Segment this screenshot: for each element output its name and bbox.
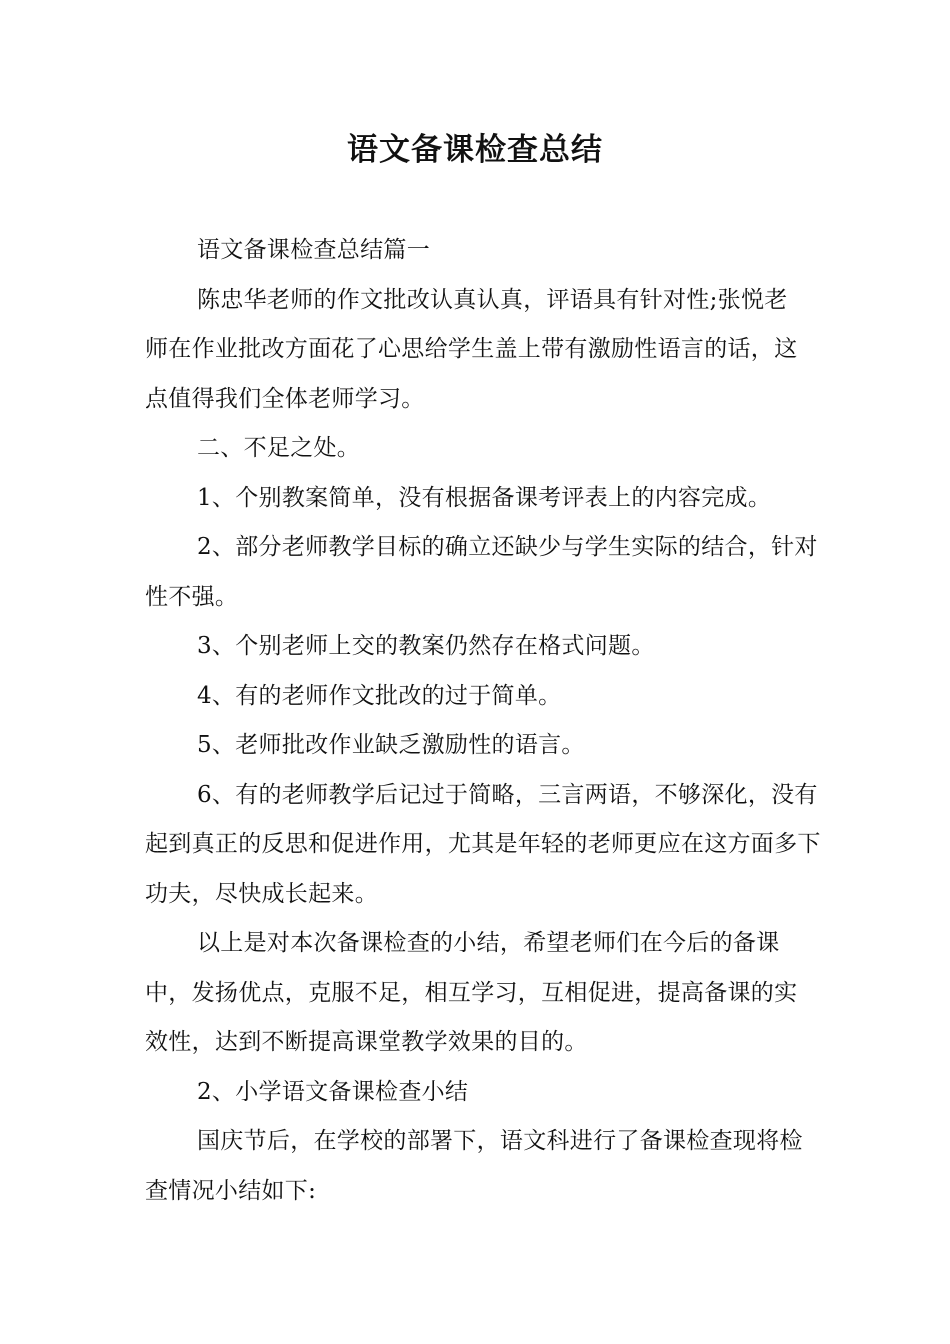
paragraph: 陈忠华老师的作文批改认真认真，评语具有针对性;张悦老师在作业批改方面花了心思给学生盖上带有激励性语言的话，这点值得我们全体老师学习。 <box>145 286 798 412</box>
paragraph-section-heading: 二、不足之处。 <box>197 435 361 461</box>
paragraph-heading: 语文备课检查总结篇一 <box>197 237 430 263</box>
paragraph-heading: 2、小学语文备课检查小结 <box>197 1078 469 1105</box>
list-item: 3、个别老师上交的教案仍然存在格式问题。 <box>197 633 655 659</box>
list-item: 2、部分老师教学目标的确立还缺少与学生实际的结合，针对性不强。 <box>145 534 818 610</box>
paragraph: 以上是对本次备课检查的小结，希望老师们在今后的备课中，发扬优点，克服不足，相互学习，互相促进，提高备课的实效性，达到不断提高课堂教学效果的目的。 <box>145 930 798 1055</box>
paragraph: 国庆节后，在学校的部署下，语文科进行了备课检查现将检查情况小结如下: <box>145 1128 803 1204</box>
document-title: 语文备课检查总结 <box>347 132 603 168</box>
list-item: 6、有的老师教学后记过于简略，三言两语，不够深化，没有起到真正的反思和促进作用，尤其是年轻的老师更应在这方面多下功夫，尽快成长起来。 <box>145 781 821 907</box>
list-item: 4、有的老师作文批改的过于简单。 <box>197 682 562 709</box>
list-item: 1、个别教案简单，没有根据备课考评表上的内容完成。 <box>197 484 772 511</box>
list-item: 5、老师批改作业缺乏激励性的语言。 <box>197 732 585 758</box>
document-body <box>145 226 825 1216</box>
